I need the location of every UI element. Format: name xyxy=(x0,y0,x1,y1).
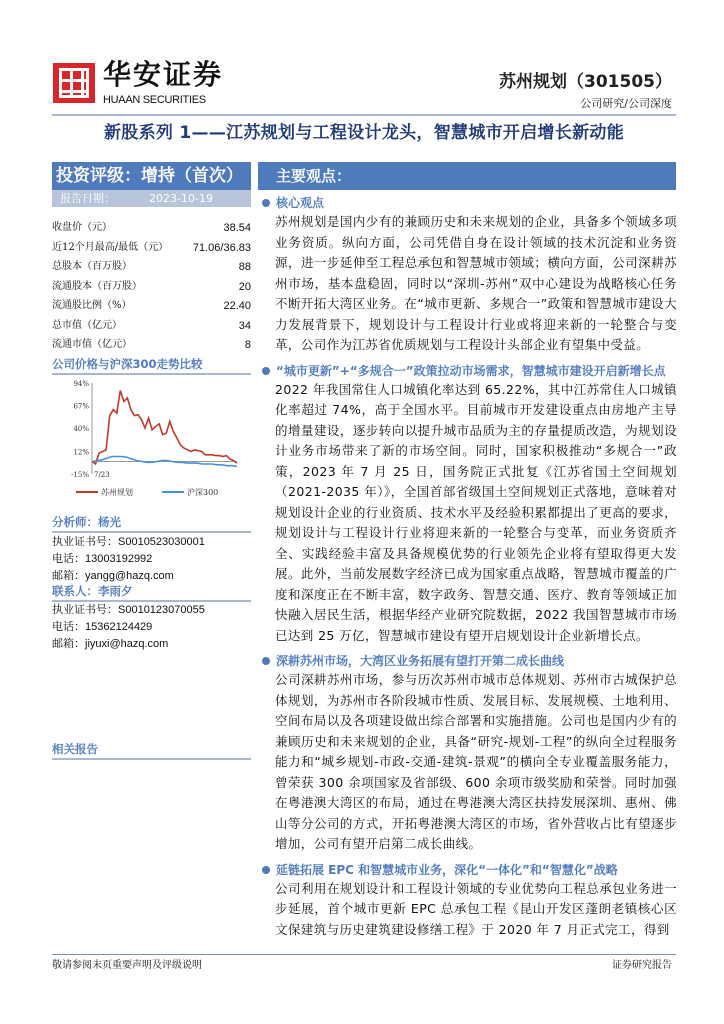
section-heading: “城市更新”+“多规合一”政策拉动市场需求，智慧城市建设开启新增长点 xyxy=(262,362,677,380)
series-line-0 xyxy=(92,391,237,465)
price-chart xyxy=(52,374,252,504)
analyst-title: 分析师：杨光 xyxy=(52,515,251,533)
date-value: 2023-10-19 xyxy=(149,192,213,205)
metric-row xyxy=(52,260,251,274)
brand-name-cn: 华安证券 xyxy=(103,58,224,91)
metric-label: 流通股本（百万股） xyxy=(52,280,142,292)
contact-cert: 执业证书号：S0010123070055 xyxy=(52,604,205,616)
chart-title: 公司价格与沪深300走势比较 xyxy=(52,357,251,375)
related-reports-title: 相关报告 xyxy=(52,742,251,760)
metric-label: 流通市值（亿元） xyxy=(52,339,132,350)
main-viewpoints-header: 主要观点： xyxy=(258,162,676,190)
legend-label: 沪深300 xyxy=(187,488,219,497)
analyst-phone: 电话：13003192992 xyxy=(52,553,153,565)
metric-value: 22.40 xyxy=(223,300,251,312)
y-tick-label: 94% xyxy=(73,380,89,388)
metric-value: 71.06/36.83 xyxy=(192,241,251,254)
main-viewpoints-body xyxy=(262,194,677,946)
analyst-cert: 执业证书号：S0010523030001 xyxy=(52,536,205,548)
footer-disclaimer: 敬请参阅末页重要声明及评级说明 xyxy=(52,960,202,971)
metric-label: 收盘价（元） xyxy=(52,222,112,233)
y-tick-label: -15% xyxy=(71,471,89,479)
metric-row xyxy=(52,299,251,313)
brand-name-en: HUAAN SECURITIES xyxy=(103,94,206,106)
metric-value: 88 xyxy=(238,261,251,273)
y-tick-label: 12% xyxy=(73,448,89,457)
section-paragraph: 公司深耕苏州市场，参与历次苏州市城市总体规划、苏州市古城保护总体规划，为苏州市各阶段城市性质、发展目标、发展规模、土地利用、空间布局以及各项建设做出综合部署和实施措施。公司也是国内少有的兼顾历史和未来规划的企业，具备“研究-规划-工程”的纵向全过程服务能力和“城乡规划-市政-交通-建筑-景观”的横向全专业覆盖服务能力，曾荣获 300 余项国家及省部级、600 余项市级奖励和荣誉。同时加强在粤港澳大湾区的布局，通过在粤港澳大湾区扶持发展深圳、惠州、佛山等分公司的方式，开拓粤港澳大湾区的市场，省外营收占比有望逐步增加，公司有望开启第二成长曲线。 xyxy=(275,672,677,851)
metric-row xyxy=(52,241,251,255)
metric-row xyxy=(52,221,251,235)
report-date xyxy=(52,190,251,207)
y-tick-label: 67% xyxy=(73,402,89,411)
contact-phone: 电话：15362124429 xyxy=(52,621,153,633)
section-heading: 核心观点 xyxy=(262,194,677,212)
metric-label: 流通股比例（%） xyxy=(52,300,132,311)
metric-value: 8 xyxy=(244,339,251,351)
divider xyxy=(52,114,676,116)
metric-value: 20 xyxy=(238,280,251,293)
report-title: 新股系列 1——江苏规划与工程设计龙头，智慧城市开启增长新动能 xyxy=(103,123,625,143)
section-paragraph: 苏州规划是国内少有的兼顾历史和未来规划的企业，具备多个领域多项业务资质。纵向方面，公司凭借自身在设计领域的技术沉淀和业务资源，进一步延伸至工程总承包和智慧城市领域；横向方面，公司深耕苏州市场，基本盘稳固，同时以“深圳-苏州”双中心建设为战略核心任务不断开拓大湾区业务。在“城市更新、多规合一”政策和智慧城市建设大力发展背景下，规划设计与工程设计行业或将迎来新的一轮整合与变革，公司作为江苏省优质规划与工程设计头部企业有望集中受益。 xyxy=(275,214,677,352)
metric-row xyxy=(52,319,251,333)
metric-row xyxy=(52,280,251,294)
legend-label: 苏州规划 xyxy=(101,488,133,497)
metric-label: 近12个月最高/最低（元） xyxy=(52,241,169,253)
company-logo xyxy=(53,63,95,103)
contact-title: 联系人：李雨夕 xyxy=(52,584,251,602)
metric-label: 总股本（百万股） xyxy=(52,261,132,272)
stock-name: 苏州规划（301505） xyxy=(499,72,672,92)
footer-divider xyxy=(52,954,676,955)
section xyxy=(262,652,677,855)
section-heading: 深耕苏州市场，大湾区业务拓展有望打开第二成长曲线 xyxy=(262,652,677,670)
section-heading: 延链拓展 EPC 和智慧城市业务，深化“一体化”和“智慧化”战略 xyxy=(262,861,677,879)
section-paragraph: 2022 年我国常住人口城镇化率达到 65.22%，其中江苏常住人口城镇化率超过 74%，高于全国水平。目前城市开发建设重点由房地产主导的增量建设，逐步转向以提升城市品质为主的存量提质改造，为规划设计业务市场带来了新的市场空间。同时，国家积极推动“多规合一”政策，2023 年 7 月 25 日，国务院正式批复《江苏省国土空间规划（2021-2035 年）》，全国首部省级国土空间规划正式落地，意味着对规划设计企业的行业资质、技术水平及经验积累都提出了更高的要求，规划设计与工程设计行业将迎来新的一轮整合与变革，而业务资质齐全、实践经验丰富及具备规模优势的行业领先企业将有望取得更大发展。此外，当前发展数字经济已成为国家重点战略，智慧城市覆盖的广度和深度正在不断丰富，数字政务、智慧交通、医疗、教育等领域正加快融入居民生活，根据华经产业研究院数据，2022 我国智慧城市市场已达到 25 万亿，智慧城市建设有望开启规划设计企业新增长点。 xyxy=(275,381,677,643)
section xyxy=(262,194,677,356)
contact-email[interactable]: 邮箱：jiyuxi@hazq.com xyxy=(52,638,169,650)
metric-value: 34 xyxy=(238,319,251,332)
section-paragraph: 公司利用在规划设计和工程设计领域的专业优势向工程总承包业务进一步延展，首个城市更新 EPC 总承包工程《昆山开发区蓬朗老镇核心区文保建筑与历史建筑建设修缮工程》于 2020 年 7 月正式完工，得到 xyxy=(275,880,677,937)
analyst-email[interactable]: 邮箱：yangg@hazq.com xyxy=(52,570,174,582)
report-type: 公司研究/公司深度 xyxy=(580,97,672,110)
metric-label: 总市值（亿元） xyxy=(52,319,122,331)
rating-box: 投资评级：增持（首次） xyxy=(52,162,251,190)
section xyxy=(262,362,677,647)
date-label: 报告日期： xyxy=(60,192,115,205)
x-tick-label: 7/23 xyxy=(94,471,110,479)
metric-value: 38.54 xyxy=(223,222,251,234)
section xyxy=(262,861,677,941)
metric-row xyxy=(52,338,251,352)
y-tick-label: 40% xyxy=(73,425,89,434)
footer-label: 证券研究报告 xyxy=(612,960,672,971)
